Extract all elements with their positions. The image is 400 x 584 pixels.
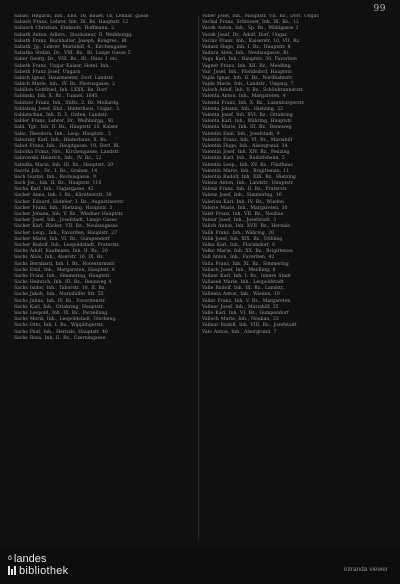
directory-entry: Valentin Karl, Inh., Rudolfsheim, 5 [202, 156, 285, 162]
directory-entry: Valentin Josef, Inh. XIV. Bz., Penzing [202, 150, 290, 156]
directory-entry: Valet Franz, Inh. VII. Bz., Neubau [202, 212, 284, 217]
directory-entry: Sacher Rudolf, Inh., Leopoldstadt, Praterstr. [14, 242, 120, 248]
directory-entry: Valenta Josef, Inh. XVI. Bz., Ottakring [202, 113, 293, 118]
directory-entry: Sachs Karl, Inh., Ottakring, Hauptstr. [14, 304, 104, 310]
directory-entry: Sabinski, Inh. X. Bz., Tunnel, 1845 [14, 94, 98, 100]
directory-entry: Sabath Franz, Buchhalter, Joseph, Kongres., Bl. [14, 38, 128, 44]
directory-entry: Sacher Marie, Inh. VI. Bz., Gumpendorf [14, 236, 110, 242]
directory-entry: Sachs Julius, Inh. IV. Bz., Favoritenstr. [14, 298, 106, 304]
right-column [202, 14, 388, 542]
directory-entry: Sabasch Christian, Einkaufs, Hoffmann, 2. [14, 26, 116, 32]
directory-entry: Sabillon Gottfried, Inh. LXXX. Bz. Dorf [14, 88, 107, 94]
directory-entry: Sachs Paul, Inh., Hernals, Hauptstr. 40 [14, 329, 108, 335]
logo-line-1: landes [13, 553, 47, 565]
directory-entry: Valle Rudolf, Inh. III. Bz., Landstr. [202, 286, 285, 292]
directory-entry: Valentin Emil, Inh., Josefstadt, 9 [202, 131, 280, 137]
directory-entry: Valenz Anton, Inh., Landstr., Hauptstr. [202, 181, 294, 187]
directory-entry: Sabulka Marie, Inh. III. Bz., Hauptstr. 20 [14, 162, 113, 168]
directory-entry: Sabac, Hngarin, Inh., Ebd. 18, Bauer, 1b, Lehnar, gasse [14, 14, 149, 19]
directory-entry: Vagner Franz, Inh. XII. Bz., Meidling [202, 63, 291, 69]
directory-entry: Valentin Rudolf, Inh. XIII. Bz., Hietzing [202, 174, 296, 180]
directory-entry: Sabath, Jg., Lehrer, Mariahilf, 4., Kirchengasse [14, 44, 127, 50]
directory-entry: Valenta Johann, Inh., Hietzing, 22 [202, 106, 284, 112]
directory-entry: Valenta Karl, Inh., Währing, Hauptstr. [202, 119, 293, 125]
directory-entry: Sachs Adolf, Kaufmann, Inh. II. Bz., 20 [14, 249, 108, 255]
directory-entry: Vaber Josef, Inh., Hauptstr. VII. Bz., Dorf, Ungar. [202, 14, 320, 19]
directory-entry: Sacher Leop., Inh., Favoriten, Hauptstr. 27 [14, 230, 117, 236]
directory-entry: Valik Josef, Inh. XIX. Bz., Döbling [202, 236, 283, 242]
viewer-label: intranda viewer [343, 566, 388, 573]
directory-entry: Valich Anton, Inh. XVII. Bz., Hernals [202, 224, 290, 230]
page-number: 99 [373, 4, 386, 14]
directory-entry: Valloch Marie, Inh., Neubau, 33 [202, 317, 279, 323]
directory-entry: Vadura Alois, Inh., Neubaugasse, Bl. [202, 51, 290, 57]
directory-entry: Sachs Heinrich, Inh. III. Bz., Rennweg 4 [14, 280, 112, 286]
directory-entry: Valenz Franz, Inh. II. Bz., Praterstr. [202, 187, 288, 193]
directory-entry: Sacher Josef, Inh., Josefstadt, Lange Gasse [14, 218, 117, 224]
directory-entry: Sachs Emil, Inh., Margareten, Hauptstr. 6 [14, 267, 115, 273]
directory-entry: Valenz Josef, Inh., Simmering, 16 [202, 193, 282, 199]
library-logo[interactable] [8, 553, 68, 577]
directory-entry: Sachs Leopold, Inh. IX. Bz., Porzellang. [14, 311, 109, 316]
directory-entry: Sachs Otto, Inh. I. Bz., Wipplingerstr. [14, 323, 105, 329]
logo-prefix: ö [8, 555, 12, 562]
directory-entry: Sacher Anna, Inh. I. Bz., Kärntnerstr. 38 [14, 193, 112, 199]
directory-entry: Vall Anton, Inh., Favoriten, 42 [202, 255, 275, 261]
directory-entry: Sabrowski Heinrich, Inh., IV. Bz., 12 [14, 156, 102, 162]
directory-entry: Valentin Leop., Inh. XV. Bz., Fünfhaus [202, 162, 293, 168]
directory-entry: Sacha Karl, Inh., Ungargasse, 42 [14, 187, 94, 193]
directory-entry: Valko Marie, Inh. XX. Bz., Brigittenau [202, 249, 293, 255]
directory-entry: Sachs Rosa, Inh. II. Bz., Czerningasse [14, 335, 106, 341]
directory-entry: Vallach Josef, Inh., Meidling, 8 [202, 267, 276, 273]
directory-entry: Vallo Karl, Inh. VI. Bz., Gumpendorf [202, 311, 289, 316]
directory-entry: Vaga Karl, Inh., Hauptstr. 30, Favoriten [202, 57, 297, 63]
directory-entry: Sabeth Franz, Ungar Kaiser, Hotel, Inh. [14, 63, 110, 69]
directory-entry: Valentin Franz, Inh. VI. Bz., Mariahilf [202, 137, 293, 143]
directory-entry: Sablatnig Josef, Ebd., Hinterhaus, Ungar., 3. [14, 106, 121, 112]
directory-entry: Valenta Marie, Inh. III. Bz., Rennweg [202, 125, 292, 131]
directory-entry: Sacher Johann, Inh. V. Bz., Wiedner Hauptstr. [14, 212, 124, 217]
directory-entry: Valler Franz, Inh. V. Bz., Margareten [202, 298, 291, 304]
directory-entry: Valik Franz, Inh., Währing, 20 [202, 230, 275, 236]
directory-entry: Valerie Marie, Inh., Margareten, 30 [202, 205, 288, 211]
directory-entry: Sacher Eduard, Hotelier, I. Bz., Augustinerstr. [14, 199, 125, 205]
directory-entry: Valeur Josef, Inh., Josefstadt, 3 [202, 218, 277, 224]
logo-bars-icon [8, 566, 17, 575]
directory-entry: Vallant Karl, Inh. I. Bz., Innere Stadt [202, 273, 291, 279]
directory-entry: Sabeth Franz Josef, Ungarn [14, 69, 81, 75]
directory-entry: Vallner Josef, Inh., Mariahilf, 25 [202, 304, 279, 310]
logo-line-2: bibliothek [19, 565, 69, 577]
directory-entry: Sabo, Theodora, Inh., Leop. Hauptstr., 3 [14, 131, 111, 137]
directory-entry: Sacher Franz, Inh., Hietzing, Hauptstr. 3 [14, 205, 113, 211]
directory-entry: Vallasek Marie, Inh., Leopoldstadt [202, 280, 284, 286]
directory-entry: Vadasz Hugo, Inh. I. Bz., Hauptstr. 8 [202, 44, 291, 50]
directory-entry: Sachs Franz, Inh., Simmering, Hauptstr. [14, 273, 111, 279]
directory-entry: Vajda Marie, Inh., Landstr., Ungarg. 7 [202, 82, 294, 88]
directory-entry: Vallenta Anton, Inh., Wieden, 19 [202, 292, 280, 298]
directory-entry: Valentin Marie, Inh., Brigittenau, 11 [202, 168, 290, 174]
directory-entry: Saber Georg, Dr., VIII. Bz., Bl., Haus 1 etc. [14, 57, 119, 63]
directory-entry: Sabl. Tgr., Inh. II. Bz., Hauptstr. 15, Kaiser [14, 125, 118, 131]
directory-entry: Vacek Josef, Dr., Adolf, Dorf, Ungar. [202, 32, 288, 38]
column-gutter [198, 16, 199, 540]
directory-entry: Vajda Ignaz, Inh. II. Bz., Nordbahnstr. [202, 75, 294, 81]
directory-entry: Sabath Anton, Adlers., Stuckateur, II. Weihburgg. [14, 32, 133, 38]
directory-entry: Sachs Moriz, Inh., Leopoldstadt, Glockeng. [14, 317, 117, 323]
left-column [14, 14, 196, 542]
directory-entry: Vaic Josef, Inh., Floridsdorf, Hauptstr. [202, 69, 293, 75]
directory-entry: Sachs Jakob, Inh., Mariahilfer Str. 55 [14, 292, 104, 298]
directory-entry: Valo Anton, Inh., Alsergrund, 7 [202, 329, 277, 335]
directory-entry: Sabach Franz, Lehrer, Inh. III. Bz. Hauptstr. 12 [14, 20, 129, 26]
directory-entry: Sachs Isidor, Inh., Taborstr. 18, II. Bz. [14, 286, 106, 292]
directory-entry: Valentin Hugo, Inh., Alsergrund, 14 [202, 143, 288, 149]
directory-entry: Sach Jos., Inh. II. Bz., Hauptstr. 110 [14, 181, 102, 187]
directory-entry: Sabler Franz, Lehrer, Dr., Weihburgg., Bl. [14, 119, 115, 125]
directory-entry: Sacchi Joh., Dr., I. Bz., Graben, 14 [14, 168, 98, 174]
directory-entry: Valmar Rudolf, Inh. VIII. Bz., Josefstadt [202, 323, 297, 329]
directory-entry: Sabatka Stefan, Dr., VIII. Bz., Bl. Lange Gasse 5 [14, 51, 131, 57]
directory-entry: Sabitzer Franz, Inh., Stifts. 2. Bz. Mollardg. [14, 100, 120, 106]
directory-entry: Valenta Franz, Inh. X. Bz., Laxenburgerstr. [202, 100, 305, 106]
directory-entry: Saborsky Karl, Inh., Hinterhaus, X. Bz. [14, 137, 108, 143]
directory-entry: Sach Gustav, Inh., Rochusgasse, 9 [14, 174, 96, 180]
directory-entry: Sabotka Franz, Nrs., Kirchengasse, Landstr. [14, 150, 120, 156]
directory-entry: Sachs Bernhard, Inh. I. Bz., Rotenturmstr. [14, 261, 116, 267]
directory-entry: Valenta Anton, Inh., Margareten, 4 [202, 94, 286, 100]
directory-entry: Sabich Marie, Inh., IV. Bz. Phorusgasse, 2 [14, 82, 115, 88]
directory-entry: Valla Franz, Inh. XI. Bz., Simmering [202, 261, 289, 267]
directory-entry: Valerian Karl, Inh. IV. Bz., Wieden [202, 199, 284, 205]
directory-entry: Sacher Karl, Bäcker, VII. Bz., Neubaugasse [14, 224, 118, 230]
directory-entry: Sachs Alois, Inh., Alserstr. 16, IX. Bz. [14, 255, 105, 261]
directory-entry: Sabot Franz, Inh., Hauptgasse, 10, Dorf, Bl. [14, 143, 120, 149]
directory-entry: Valach Adolf, Inh. V. Bz., Schönbrunnerstr. [202, 88, 304, 94]
directory-entry: Vachal Franz, Schlosser, Inh. III. Bz., 12 [202, 20, 299, 26]
directory-entry: Vacek Anton, Inh., Sp. Bz., Mühlgasse 3 [202, 26, 299, 32]
directory-entry: Valka Karl, Inh., Floridsdorf, 6 [202, 242, 276, 248]
directory-entry: Sabich Ignaz, Hausmeister, Dorf, Landstr. [14, 75, 114, 81]
directory-entry: Sablatschan, Inh. D. 5, Orden, Landstr. [14, 113, 108, 118]
directory-entry: Vaclav Franz, Inh., Kaiserstr. 10, VII. Bz. [202, 38, 301, 44]
